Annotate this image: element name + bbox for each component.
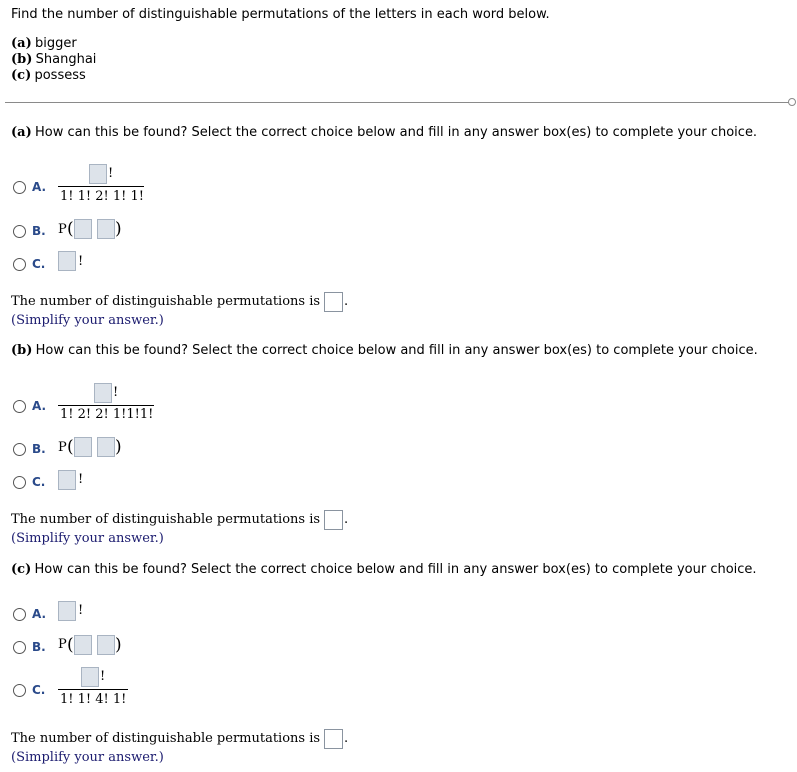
open-paren: ( — [67, 219, 74, 239]
choice-b-a-denominator: 1! 2! 2! 1!1!1! — [60, 407, 154, 422]
answer-c-text: The number of distinguishable permutations is — [11, 731, 321, 746]
question-a-prompt — [11, 124, 757, 140]
part-tag: (b) — [11, 52, 33, 67]
problem-part-c — [11, 67, 86, 83]
problem-part-b — [11, 51, 96, 67]
choice-c-b-r-box[interactable] — [97, 635, 115, 655]
question-c-prompt — [11, 561, 757, 577]
question-tag: (c) — [11, 562, 32, 577]
divider-handle[interactable] — [788, 98, 796, 106]
choice-a-a-denominator: 1! 1! 2! 1! 1! — [60, 189, 145, 204]
question-tag: (a) — [11, 125, 32, 140]
answer-a-text: The number of distinguishable permutations is — [11, 294, 321, 309]
perm-symbol: P — [58, 637, 67, 652]
choice-a-c-letter: C. — [32, 257, 46, 271]
question-text: How can this be found? Select the correct choice below and fill in any answer box(es) to complete your choice. — [35, 343, 758, 358]
choice-a-a-letter: A. — [32, 180, 47, 194]
choice-b-b-r-box[interactable] — [97, 437, 115, 457]
choice-c-c-numerator-box[interactable] — [81, 667, 99, 687]
part-word: Shanghai — [35, 52, 97, 67]
answer-c-input[interactable] — [324, 729, 343, 749]
choice-b-b-n-box[interactable] — [74, 437, 92, 457]
answer-b-input[interactable] — [324, 510, 343, 530]
close-paren: ) — [115, 635, 122, 655]
choice-b-a-radio[interactable] — [13, 400, 26, 413]
problem-instruction: Find the number of distinguishable permutations of the letters in each word below. — [11, 7, 550, 22]
factorial-sign: ! — [78, 472, 84, 487]
perm-symbol: P — [58, 440, 67, 455]
close-paren: ) — [115, 219, 122, 239]
answer-a-hint: (Simplify your answer.) — [11, 313, 164, 328]
answer-a-input[interactable] — [324, 292, 343, 312]
section-divider — [5, 102, 790, 103]
answer-b-hint: (Simplify your answer.) — [11, 531, 164, 546]
answer-b-text: The number of distinguishable permutations is — [11, 512, 321, 527]
choice-b-b-radio[interactable] — [13, 443, 26, 456]
close-paren: ) — [115, 437, 122, 457]
fraction-bar — [58, 405, 154, 406]
choice-b-a-numerator-box[interactable] — [94, 383, 112, 403]
choice-b-a-letter: A. — [32, 399, 47, 413]
factorial-sign: ! — [100, 669, 106, 684]
part-word: possess — [34, 68, 86, 83]
answer-c-hint: (Simplify your answer.) — [11, 750, 164, 765]
question-tag: (b) — [11, 343, 33, 358]
choice-a-a-radio[interactable] — [13, 181, 26, 194]
choice-a-c-radio[interactable] — [13, 258, 26, 271]
period: . — [344, 512, 349, 527]
choice-c-a-box[interactable] — [58, 601, 76, 621]
choice-a-c-box[interactable] — [58, 251, 76, 271]
choice-a-b-letter: B. — [32, 224, 46, 238]
factorial-sign: ! — [108, 166, 114, 181]
part-tag: (c) — [11, 68, 32, 83]
question-text: How can this be found? Select the correct choice below and fill in any answer box(es) to complete your choice. — [34, 125, 758, 140]
fraction-bar — [58, 186, 144, 187]
choice-b-c-box[interactable] — [58, 470, 76, 490]
choice-b-c-radio[interactable] — [13, 476, 26, 489]
choice-b-b-letter: B. — [32, 442, 46, 456]
choice-c-b-radio[interactable] — [13, 641, 26, 654]
fraction-bar — [58, 689, 128, 690]
part-tag: (a) — [11, 36, 32, 51]
choice-a-a-numerator-box[interactable] — [89, 164, 107, 184]
choice-c-a-radio[interactable] — [13, 608, 26, 621]
part-word: bigger — [34, 36, 77, 51]
question-text: How can this be found? Select the correct choice below and fill in any answer box(es) to complete your choice. — [34, 562, 757, 577]
period: . — [344, 294, 349, 309]
choice-c-b-letter: B. — [32, 640, 46, 654]
choice-c-a-letter: A. — [32, 607, 47, 621]
choice-a-b-radio[interactable] — [13, 225, 26, 238]
choice-c-c-denominator: 1! 1! 4! 1! — [60, 692, 127, 707]
period: . — [344, 731, 349, 746]
choice-c-c-radio[interactable] — [13, 684, 26, 697]
open-paren: ( — [67, 635, 74, 655]
choice-c-b-n-box[interactable] — [74, 635, 92, 655]
problem-part-a — [11, 35, 77, 51]
factorial-sign: ! — [78, 603, 84, 618]
factorial-sign: ! — [78, 254, 84, 269]
perm-symbol: P — [58, 222, 67, 237]
choice-b-c-letter: C. — [32, 475, 46, 489]
open-paren: ( — [67, 437, 74, 457]
choice-a-b-r-box[interactable] — [97, 219, 115, 239]
choice-c-c-letter: C. — [32, 683, 46, 697]
factorial-sign: ! — [113, 385, 119, 400]
choice-a-b-n-box[interactable] — [74, 219, 92, 239]
question-b-prompt — [11, 342, 758, 358]
